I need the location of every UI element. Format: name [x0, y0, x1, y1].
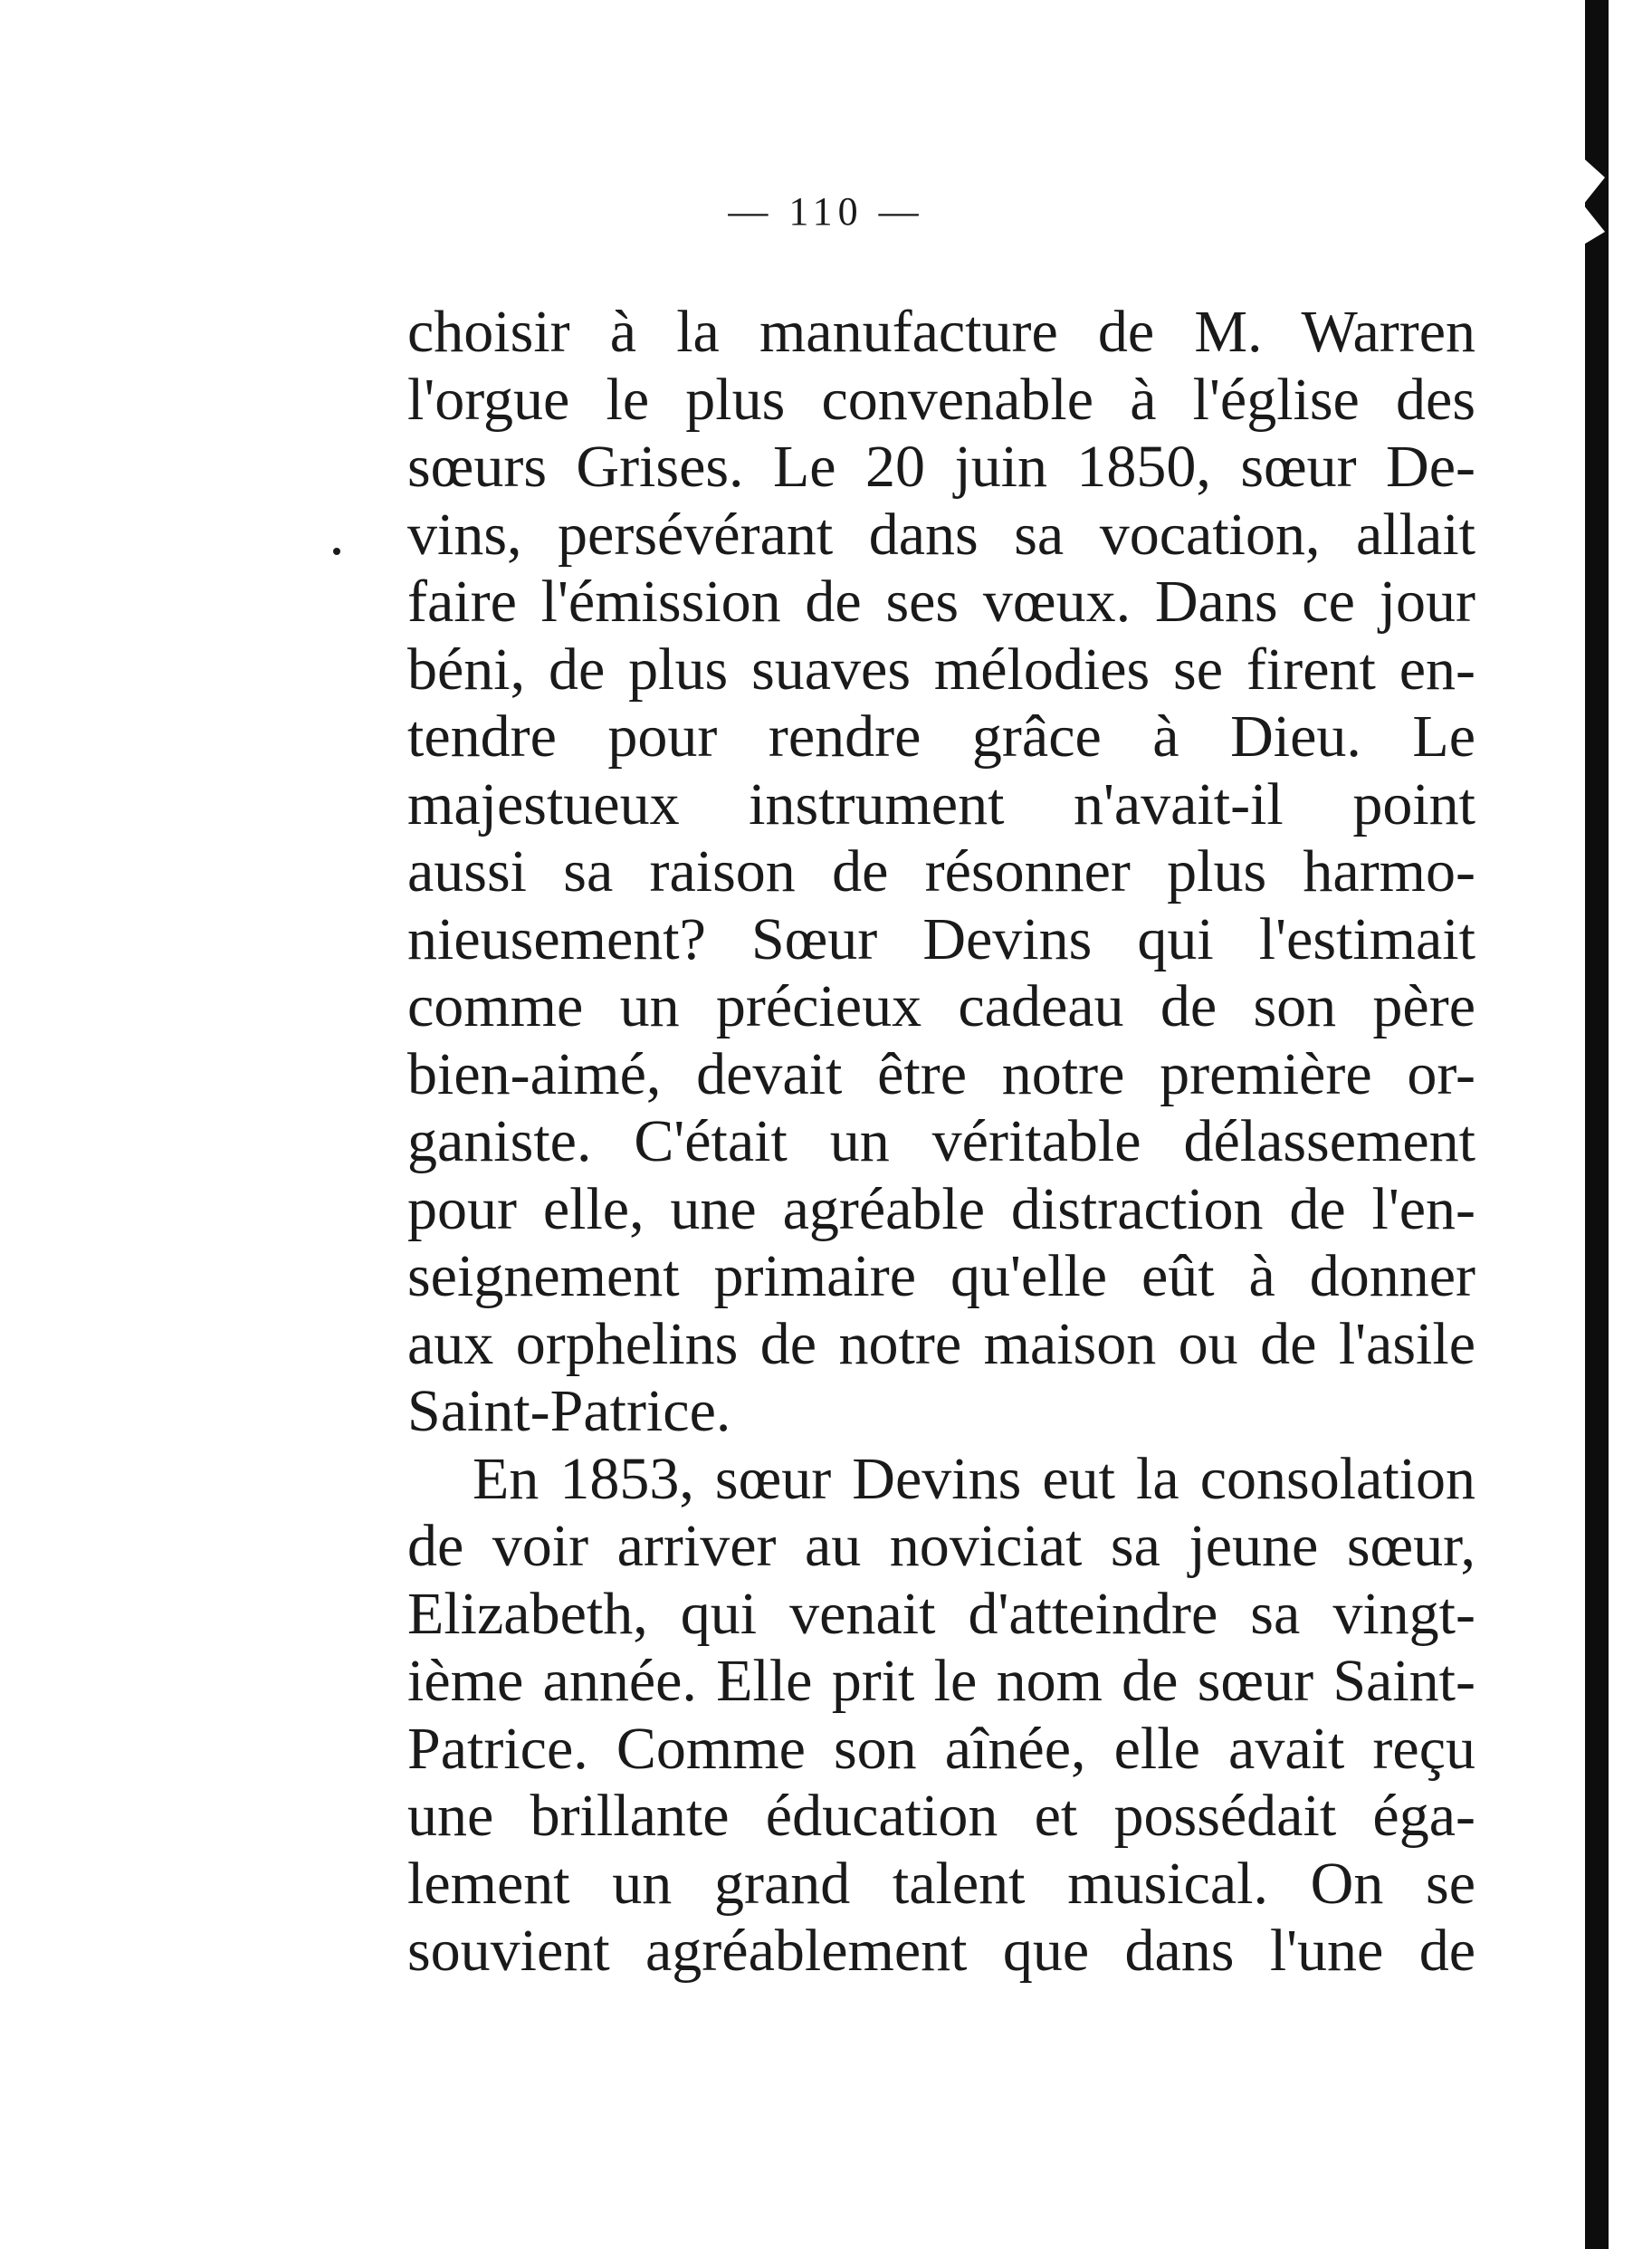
text-line: ganiste. C'était un véritable délassement	[407, 1108, 1475, 1174]
text-line: sœurs Grises. Le 20 juin 1850, sœur De-	[407, 434, 1475, 500]
text-line: faire l'émission de ses vœux. Dans ce jour	[407, 569, 1475, 635]
margin-mark	[333, 548, 340, 555]
text-line: béni, de plus suaves mélodies se firent en-	[407, 636, 1475, 703]
text-line: l'orgue le plus convenable à l'église des	[407, 366, 1475, 433]
text-line: une brillante éducation et possédait éga-	[407, 1783, 1475, 1849]
text-line: souvient agréablement que dans l'une de	[407, 1918, 1475, 1984]
body-text	[407, 299, 1475, 1986]
text-line: bien-aimé, devait être notre première or-	[407, 1040, 1475, 1107]
text-line: de voir arriver au noviciat sa jeune sœur,	[407, 1513, 1475, 1579]
text-line: ième année. Elle prit le nom de sœur Saint-	[407, 1648, 1475, 1714]
text-line: tendre pour rendre grâce à Dieu. Le	[407, 703, 1475, 770]
text-line: lement un grand talent musical. On se	[407, 1850, 1475, 1917]
book-binding-edge	[1585, 0, 1609, 2249]
text-line: pour elle, une agréable distraction de l'en-	[407, 1175, 1475, 1242]
text-line: aussi sa raison de résonner plus harmo-	[407, 838, 1475, 904]
text-line: choisir à la manufacture de M. Warren	[407, 299, 1475, 365]
text-line: Elizabeth, qui venait d'atteindre sa vingt-	[407, 1580, 1475, 1647]
text-line: En 1853, sœur Devins eut la consolation	[473, 1445, 1475, 1512]
text-line: nieusement? Sœur Devins qui l'estimait	[407, 905, 1475, 972]
text-line: aux orphelins de notre maison ou de l'asile	[407, 1310, 1475, 1377]
text-line: vins, persévérant dans sa vocation, allait	[407, 501, 1475, 568]
text-line: Patrice. Comme son aînée, elle avait reçu	[407, 1715, 1475, 1782]
text-line: comme un précieux cadeau de son père	[407, 973, 1475, 1039]
page-number: — 110 —	[728, 189, 924, 234]
text-line: majestueux instrument n'avait-il point	[407, 770, 1475, 837]
text-line: seignement primaire qu'elle eût à donner	[407, 1243, 1475, 1309]
text-line: Saint-Patrice.	[407, 1378, 731, 1444]
